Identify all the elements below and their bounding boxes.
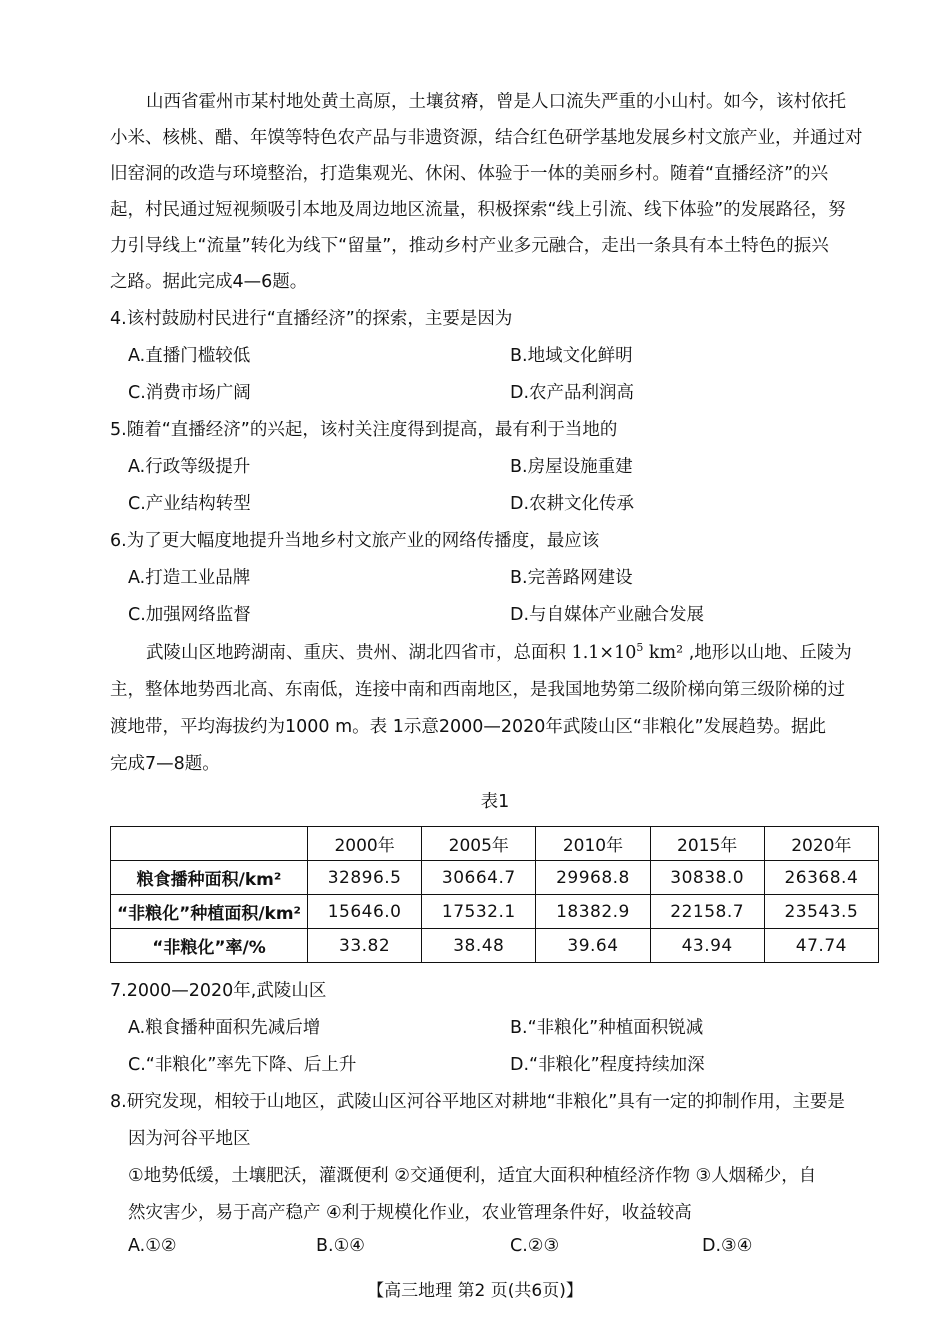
passage-1-line: 之路。据此完成4—6题。 — [110, 272, 308, 292]
option-d: D.③④ — [702, 1236, 753, 1256]
table-cell: 39.64 — [536, 929, 650, 963]
question-stem: 7.2000—2020年,武陵山区 — [110, 981, 327, 1001]
table-caption: 表1 — [480, 792, 510, 812]
table-header-row — [111, 827, 879, 861]
question-stem: 6.为了更大幅度地提升当地乡村文旅产业的网络传播度，最应该 — [110, 531, 600, 551]
page-footer: 【高三地理 第2 页(共6页)】 — [367, 1281, 583, 1301]
table-row — [111, 895, 879, 929]
area-mantissa: 1.1×10 — [571, 643, 637, 663]
year-header: 2010年 — [536, 827, 650, 861]
table-cell: 29968.8 — [536, 861, 650, 895]
passage-2-line — [146, 639, 852, 664]
option-c: C.消费市场广阔 — [128, 383, 251, 403]
table-cell: 43.94 — [650, 929, 764, 963]
option-a: A.①② — [128, 1236, 177, 1256]
table-row — [111, 861, 879, 895]
option-d: D.农耕文化传承 — [510, 494, 635, 514]
option-a: A.直播门槛较低 — [128, 346, 251, 366]
question-stem: 因为河谷平地区 — [128, 1129, 251, 1149]
option-d: D.与自媒体产业融合发展 — [510, 605, 705, 625]
passage-1-line: 起，村民通过短视频吸引本地及周边地区流量，积极探索“线上引流、线下体验”的发展路径，努 — [110, 200, 846, 220]
passage-2-text: 武陵山区地跨湖南、重庆、贵州、湖北四省市，总面积 — [146, 643, 566, 663]
row-label: “非粮化”种植面积/km² — [111, 895, 308, 929]
option-b: B.地域文化鲜明 — [510, 346, 633, 366]
area-exponent: 5 — [636, 641, 644, 655]
table-cell: 26368.4 — [764, 861, 878, 895]
table-cell: 17532.1 — [422, 895, 536, 929]
question-stem: 8.研究发现，相较于山地区，武陵山区河谷平地区对耕地“非粮化”具有一定的抑制作用，主要是 — [110, 1092, 845, 1112]
area-unit: km² — [643, 643, 684, 663]
option-b: B.①④ — [316, 1236, 365, 1256]
option-d: D.“非粮化”程度持续加深 — [510, 1055, 705, 1075]
table-cell: 30838.0 — [650, 861, 764, 895]
statement-items: 然灾害少，易于高产稳产 ④利于规模化作业，农业管理条件好，收益较高 — [128, 1203, 692, 1223]
option-b: B.“非粮化”种植面积锐减 — [510, 1018, 704, 1038]
passage-1-line: 旧窑洞的改造与环境整治，打造集观光、休闲、体验于一体的美丽乡村。随着“直播经济”的兴 — [110, 164, 829, 184]
option-b: B.房屋设施重建 — [510, 457, 633, 477]
table-row — [111, 929, 879, 963]
option-c: C.②③ — [510, 1236, 560, 1256]
table-cell: 22158.7 — [650, 895, 764, 929]
option-b: B.完善路网建设 — [510, 568, 633, 588]
option-a: A.粮食播种面积先减后增 — [128, 1018, 321, 1038]
year-header: 2005年 — [422, 827, 536, 861]
year-header: 2000年 — [308, 827, 422, 861]
passage-1-line: 力引导线上“流量”转化为线下“留量”，推动乡村产业多元融合，走出一条具有本土特色的振兴 — [110, 236, 829, 256]
statement-items: ①地势低缓，土壤肥沃，灌溉便利 ②交通便利，适宜大面积种植经济作物 ③人烟稀少，自 — [128, 1166, 817, 1186]
option-c: C.产业结构转型 — [128, 494, 251, 514]
table-cell: 38.48 — [422, 929, 536, 963]
row-label: 粮食播种面积/km² — [111, 861, 308, 895]
passage-2-line: 完成7—8题。 — [110, 754, 220, 774]
row-label: “非粮化”率/% — [111, 929, 308, 963]
passage-2-line: 主，整体地势西北高、东南低，连接中南和西南地区，是我国地势第二级阶梯向第三级阶梯的过 — [110, 680, 845, 700]
table-cell: 23543.5 — [764, 895, 878, 929]
table-corner-cell — [111, 827, 308, 861]
passage-1-line: 小米、核桃、醋、年馍等特色农产品与非遗资源，结合红色研学基地发展乡村文旅产业，并通过对 — [110, 128, 863, 148]
option-a: A.打造工业品牌 — [128, 568, 251, 588]
passage-1-line: 山西省霍州市某村地处黄土高原，土壤贫瘠，曾是人口流失严重的小山村。如今，该村依托 — [146, 92, 846, 112]
option-c: C.“非粮化”率先下降、后上升 — [128, 1055, 357, 1075]
option-c: C.加强网络监督 — [128, 605, 251, 625]
option-d: D.农产品利润高 — [510, 383, 635, 403]
option-a: A.行政等级提升 — [128, 457, 251, 477]
area-value — [572, 643, 689, 663]
data-table — [110, 826, 879, 963]
table-cell: 18382.9 — [536, 895, 650, 929]
question-stem: 4.该村鼓励村民进行“直播经济”的探索，主要是因为 — [110, 309, 513, 329]
year-header: 2015年 — [650, 827, 764, 861]
passage-2-text: ,地形以山地、丘陵为 — [688, 643, 852, 663]
table-cell: 15646.0 — [308, 895, 422, 929]
passage-2-line: 渡地带，平均海拔约为1000 m。表 1示意2000—2020年武陵山区“非粮化”发展趋势。据此 — [110, 717, 827, 737]
table-cell: 47.74 — [764, 929, 878, 963]
table-cell: 30664.7 — [422, 861, 536, 895]
question-stem: 5.随着“直播经济”的兴起，该村关注度得到提高，最有利于当地的 — [110, 420, 618, 440]
table-cell: 32896.5 — [308, 861, 422, 895]
year-header: 2020年 — [764, 827, 878, 861]
table-cell: 33.82 — [308, 929, 422, 963]
